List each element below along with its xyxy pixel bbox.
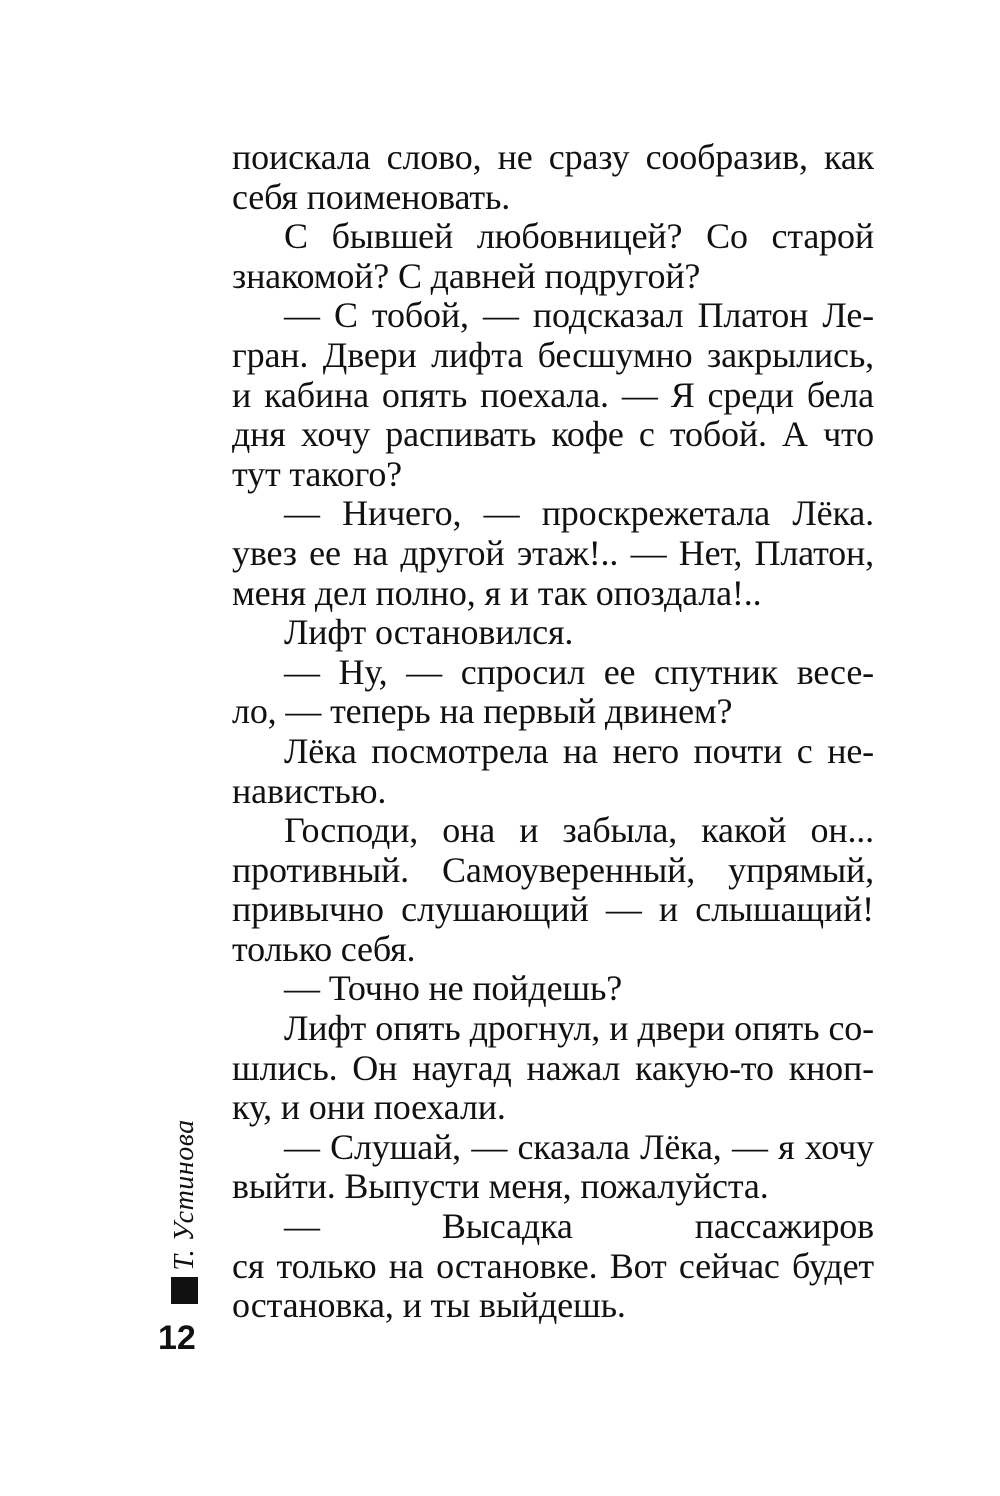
text-line: противный. Самоуверенный, упрямый, xyxy=(232,850,874,890)
text-line: поискала слово, не сразу сообразив, как xyxy=(232,138,874,177)
text-line: ся только на остановке. Вот сейчас будет xyxy=(232,1246,874,1286)
text-line: знакомой? С давней подругой? xyxy=(232,255,701,296)
text-line: — Ничего, — проскрежетала Лёка. xyxy=(284,494,874,534)
text-line: — Слушай, — сказала Лёка, — я хочу xyxy=(284,1127,874,1167)
text-line: — Точно не пойдешь? xyxy=(284,968,623,1009)
text-line: ку, и они поехали. xyxy=(232,1087,506,1128)
text-line: шлись. Он наугад нажал какую-то кноп- xyxy=(232,1048,874,1088)
body-text xyxy=(232,138,874,1326)
text-line: Лифт остановился. xyxy=(284,612,574,653)
running-head-author xyxy=(160,1120,210,1270)
text-line: и кабина опять поехала. — Я среди бела xyxy=(232,375,874,415)
text-line: — Ну, — спросил ее спутник весе- xyxy=(284,652,874,692)
text-line: навистью. xyxy=(232,770,387,811)
text-line: выйти. Выпусти меня, пожалуйста. xyxy=(232,1166,769,1207)
text-line: себя поименовать. xyxy=(232,176,511,217)
text-line: Господи, она и забыла, какой он... xyxy=(284,811,874,851)
author-name: Т. Устинова xyxy=(169,1119,200,1271)
text-line: Лифт опять дрогнул, и двери опять со- xyxy=(284,1009,874,1049)
page-number: 12 xyxy=(158,1319,196,1357)
text-line: — С тобой, — подсказал Платон Ле- xyxy=(284,296,874,336)
text-line: — Высадка пассажиров xyxy=(284,1207,874,1247)
text-line: С бывшей любовницей? Со старой xyxy=(284,217,874,257)
text-line: дня хочу распивать кофе с тобой. А что xyxy=(232,415,874,455)
text-line: ло, — теперь на первый двинем? xyxy=(232,691,733,732)
text-line: Лёка посмотрела на него почти с не- xyxy=(284,731,874,771)
text-line: остановка, и ты выйдешь. xyxy=(232,1285,626,1326)
text-line: тут такого? xyxy=(232,453,403,494)
text-line: привычно слушающий — и слышащий! xyxy=(232,890,874,930)
text-line: гран. Двери лифта бесшумно закрылись, xyxy=(232,335,874,375)
text-line: меня дел полно, я и так опоздала!.. xyxy=(232,572,762,613)
text-line: увез ее на другой этаж!.. — Нет, Платон, xyxy=(232,533,874,573)
running-head-marker xyxy=(171,1277,198,1304)
text-line: только себя. xyxy=(232,928,416,969)
